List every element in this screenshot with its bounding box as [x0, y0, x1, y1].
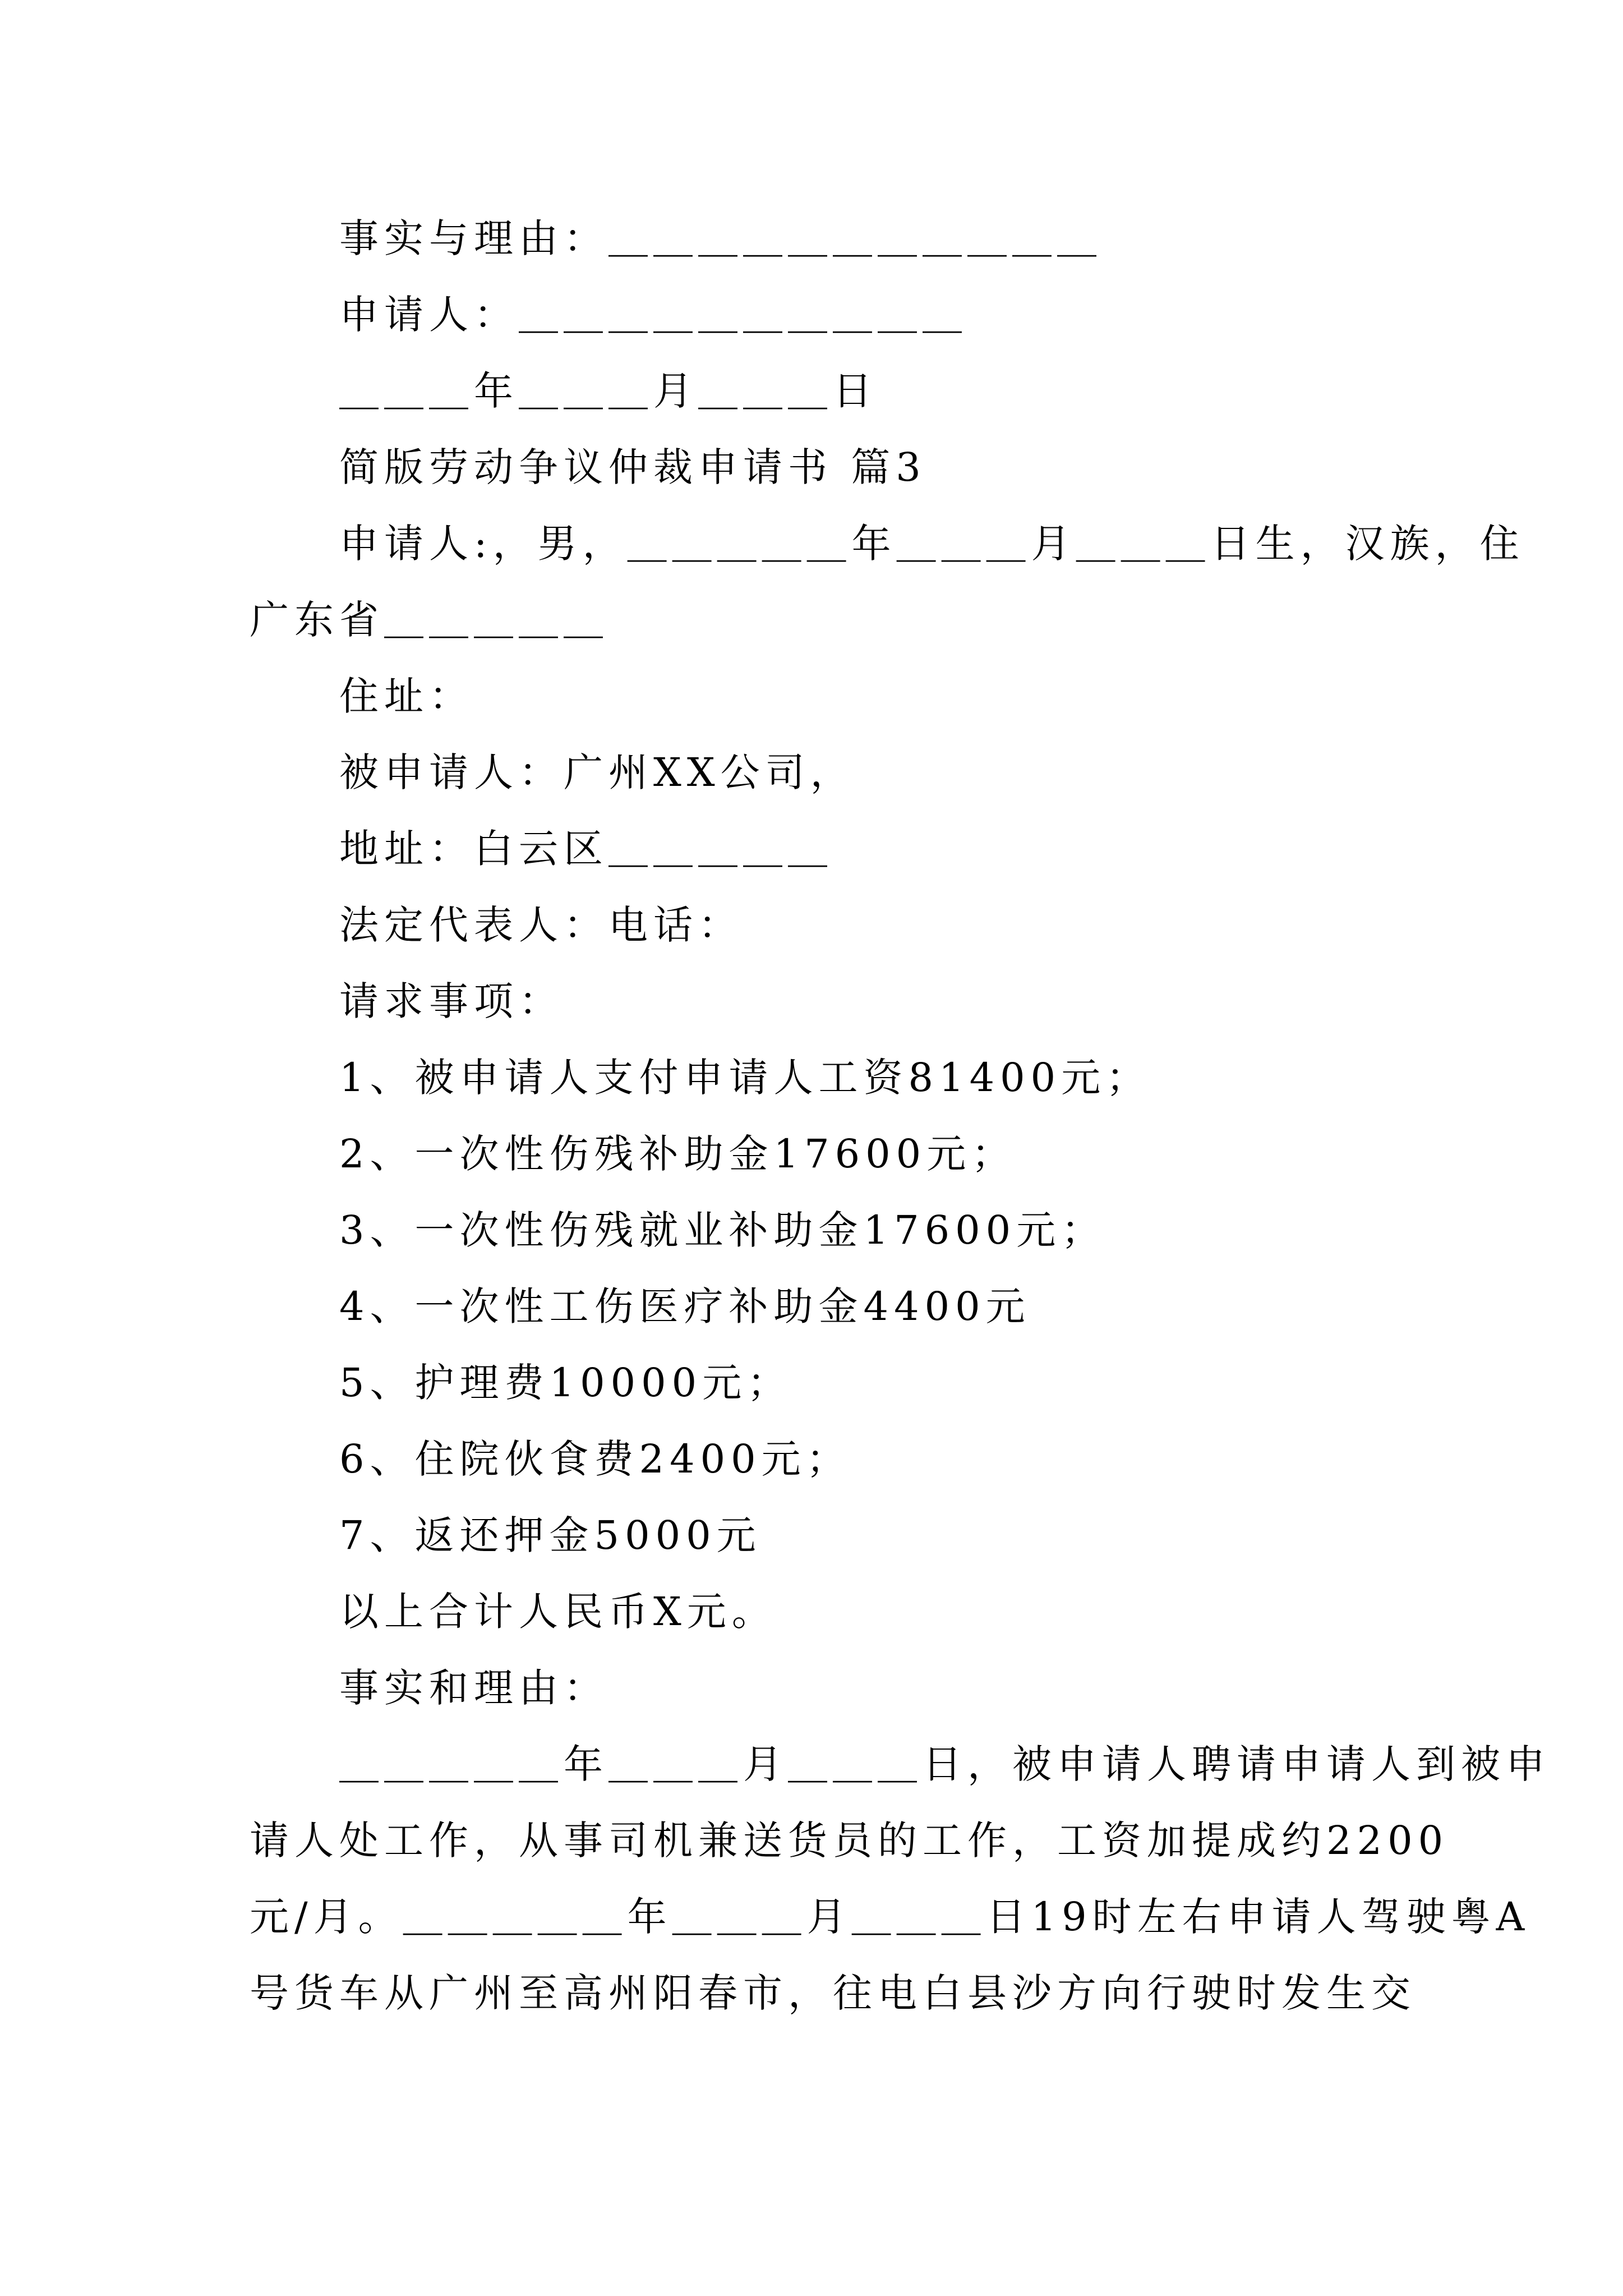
- facts-reasons-field: 事实与理由：＿＿＿＿＿＿＿＿＿＿＿: [339, 215, 1102, 261]
- claim-item-4: 4、一次性工伤医疗补助金4400元: [339, 1283, 1031, 1329]
- section-title: 简版劳动争议仲裁申请书 篇3: [339, 444, 926, 490]
- address-label: 住址：: [339, 673, 474, 719]
- legal-representative-line: 法定代表人：电话：: [339, 902, 743, 948]
- respondent-line: 被申请人：广州XX公司，: [339, 749, 855, 795]
- claims-total: 以上合计人民币X元。: [339, 1589, 777, 1635]
- claim-item-3: 3、一次性伤残就业补助金17600元；: [339, 1207, 1106, 1253]
- facts-paragraph-line-2: 请人处工作，从事司机兼送货员的工作，工资加提成约2200: [250, 1818, 1449, 1864]
- facts-paragraph-line-1: ＿＿＿＿＿年＿＿＿月＿＿＿日，被申请人聘请申请人到被申: [339, 1741, 1551, 1787]
- facts-heading: 事实和理由：: [339, 1665, 608, 1711]
- date-field: ＿＿＿年＿＿＿月＿＿＿日: [339, 368, 878, 414]
- applicant-info-line-2: 广东省＿＿＿＿＿: [250, 597, 608, 643]
- facts-paragraph-line-3: 元/月。＿＿＿＿＿年＿＿＿月＿＿＿日19时左右申请人驾驶粤A: [250, 1894, 1530, 1940]
- claim-item-1: 1、被申请人支付申请人工资81400元；: [339, 1055, 1151, 1101]
- applicant-signature-field: 申请人：＿＿＿＿＿＿＿＿＿＿: [339, 292, 967, 338]
- respondent-address-line: 地址：白云区＿＿＿＿＿: [339, 826, 833, 872]
- claim-item-7: 7、返还押金5000元: [339, 1512, 762, 1558]
- applicant-info-line-1: 申请人:，男，＿＿＿＿＿年＿＿＿月＿＿＿日生，汉族，住: [339, 521, 1525, 567]
- claim-item-6: 6、住院伙食费2400元；: [339, 1436, 851, 1482]
- claims-heading: 请求事项：: [339, 978, 564, 1024]
- claim-item-5: 5、护理费10000元；: [339, 1360, 792, 1406]
- claim-item-2: 2、一次性伤残补助金17600元；: [339, 1131, 1017, 1177]
- facts-paragraph-line-4: 号货车从广州至高州阳春市，往电白县沙方向行驶时发生交: [250, 1970, 1416, 2016]
